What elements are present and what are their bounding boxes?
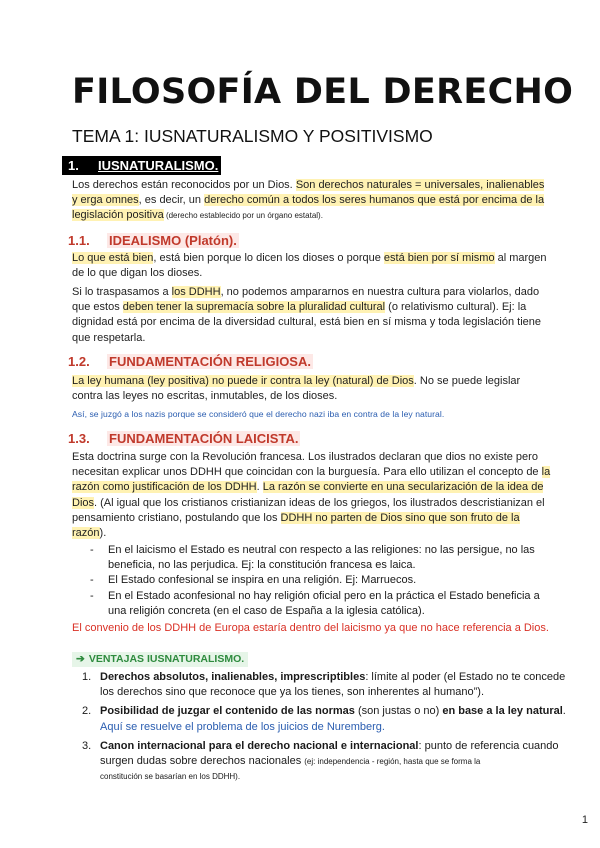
item-number: 3. [82, 739, 92, 752]
arrow-right-icon: ➔ [76, 653, 85, 665]
item-number: 1. [82, 671, 92, 683]
list-item [82, 704, 566, 734]
text-run: surgen dudas sobre derechos nacionales [100, 755, 305, 768]
nuremberg-note: Aquí se resuelve el problema de los juicios de Nuremberg. [100, 720, 385, 733]
highlight-run: deben tener la supremacía sobre la pluralidad cultural [122, 301, 386, 314]
text-run: Si lo traspasamos a [72, 286, 172, 298]
small-text-run: (ej: independencia - región, hasta que se forma la [304, 757, 481, 767]
subsection-number: 1.2. [68, 354, 90, 369]
text-run: ). [99, 527, 107, 540]
section-number: 1. [68, 158, 79, 173]
highlight-run: Dios [72, 496, 95, 509]
text-line: Esta doctrina surge con la Revolución francesa. Los ilustrados declaran que dios no existe pero [72, 451, 538, 463]
page-number: 1 [581, 814, 588, 826]
highlight-run: DDHH no parten de Dios sino que son fruto de la [280, 511, 520, 524]
intro-paragraph [72, 178, 552, 224]
subsection-heading-religiosa [68, 352, 313, 371]
bold-run: Derechos absolutos, inalienables, imprescriptibles [100, 671, 366, 683]
text-run: . [562, 705, 566, 718]
list-item [90, 589, 550, 619]
document-title: FILOSOFÍA DEL DERECHO [72, 72, 574, 112]
ventajas-heading [72, 652, 248, 667]
small-text-run: (derecho establecido por un órgano estatal). [163, 211, 323, 221]
text-run: Los derechos están reconocidos por un Dios. [72, 179, 296, 191]
text-run: (son justas o no) [354, 705, 443, 718]
idealismo-paragraph-1 [72, 251, 552, 281]
highlight-run: y erga omnes [72, 194, 139, 207]
laicista-paragraph [72, 450, 552, 541]
subsection-number: 1.3. [68, 431, 90, 446]
text-run: (o relativismo cultural). Ej: la [385, 301, 527, 314]
text-run: que estos [72, 301, 123, 314]
text-run: pensamiento cristiano, postulando que los [72, 511, 281, 524]
highlight-run: razón como justificación de los DDHH [72, 481, 257, 494]
subsection-number: 1.1. [68, 233, 90, 248]
subsection-heading-laicista [68, 429, 300, 448]
text-line: - El Estado confesional se inspira en una religión. Ej: Marruecos. [108, 574, 417, 587]
highlight-run: Lo que está bien [72, 252, 154, 264]
highlight-run: derecho común a todos los seres humanos que está por encima de la [204, 194, 545, 207]
list-item [82, 670, 566, 700]
highlight-run: razón [72, 527, 100, 540]
text-line: una religión concreta (en el caso de España a la iglesia católica). [108, 604, 425, 617]
idealismo-paragraph-2 [72, 285, 552, 346]
subsection-heading-idealismo [68, 231, 239, 250]
section-title: IUSNATURALISMO. [98, 158, 219, 173]
text-line: dignidad está por encima de la diversidad cultural, está bien en sí misma y toda legislación tiene [72, 316, 541, 329]
nazi-note: Así, se juzgó a los nazis porque se consideró que el derecho nazi iba en contra de la ley natural. [72, 409, 445, 419]
subsection-title: FUNDAMENTACIÓN RELIGIOSA. [109, 354, 311, 369]
list-item [90, 543, 550, 573]
text-run: . [256, 481, 263, 494]
text-run: : límite al poder (el Estado no te concede [365, 671, 566, 683]
highlight-run: está bien por sí mismo [383, 252, 495, 264]
list-item [82, 739, 559, 785]
text-run: : punto de referencia cuando [418, 739, 559, 752]
list-item [90, 573, 550, 588]
subsection-title: IDEALISMO (Platón). [109, 233, 237, 248]
ventajas-title: VENTAJAS IUSNATURALISMO. [88, 653, 245, 665]
bold-run: en base a la ley natural [442, 705, 563, 718]
text-run: necesitan explicar unos DDHH que coincidan con la burguesía. Para ello utilizan el concepto de [72, 466, 542, 479]
item-number: 2. [82, 705, 92, 718]
laicismo-list [90, 543, 550, 619]
text-line: contra las leyes no escritas, inmutables, de los dioses. [72, 390, 338, 403]
text-run: al margen [494, 252, 547, 264]
section-heading-iusnaturalismo [62, 156, 221, 175]
text-run: , es decir, un [138, 194, 205, 207]
tema-title: TEMA 1: IUSNATURALISMO Y POSITIVISMO [72, 126, 433, 146]
text-line: beneficia, no las perjudica. Ej: la constitución francesa es laica. [108, 559, 416, 572]
small-text-line: constitución se basarían en los DDHH). [100, 772, 241, 782]
highlight-run: La ley humana (ley positiva) no puede ir contra la ley (natural) de Dios [72, 375, 414, 387]
highlight-run: legislación positiva [72, 209, 164, 222]
bold-run: Canon internacional para el derecho nacional e internacional [100, 739, 419, 752]
bold-run: Posibilidad de juzgar el contenido de las normas [100, 705, 355, 718]
text-run: , no podemos ampararnos en nuestra cultura para violarlos, dado [220, 286, 540, 298]
text-run: . (Al igual que los cristianos cristianizan ideas de los griegos, los ilustrados descristianizan el [94, 496, 545, 509]
convenio-note: El convenio de los DDHH de Europa estaría dentro del laicismo ya que no hace referencia a Dios. [72, 622, 549, 634]
highlight-run: la [541, 466, 551, 479]
text-line: - En el laicismo el Estado es neutral con respecto a las religiones: no las persigue, no las [108, 544, 535, 556]
text-line: - En el Estado aconfesional no hay religión oficial pero en la práctica el Estado beneficia a [108, 589, 540, 602]
highlight-run: Son derechos naturales = universales, inalienables [295, 179, 545, 191]
religiosa-paragraph [72, 374, 552, 404]
text-line: de lo que digan los dioses. [72, 267, 203, 280]
text-run: . No se puede legislar [413, 375, 521, 387]
highlight-run: los DDHH [171, 286, 221, 298]
text-line: los derechos sino que reconoce que ya los tienes, son inherentes al humano”). [100, 686, 485, 699]
text-line: que respetarla. [72, 331, 146, 344]
text-run: , está bien porque lo dicen los dioses o porque [153, 252, 384, 264]
subsection-title: FUNDAMENTACIÓN LAICISTA. [109, 431, 299, 446]
highlight-run: La razón se convierte en una secularización de la idea de [262, 481, 544, 494]
ventajas-list [82, 670, 566, 788]
